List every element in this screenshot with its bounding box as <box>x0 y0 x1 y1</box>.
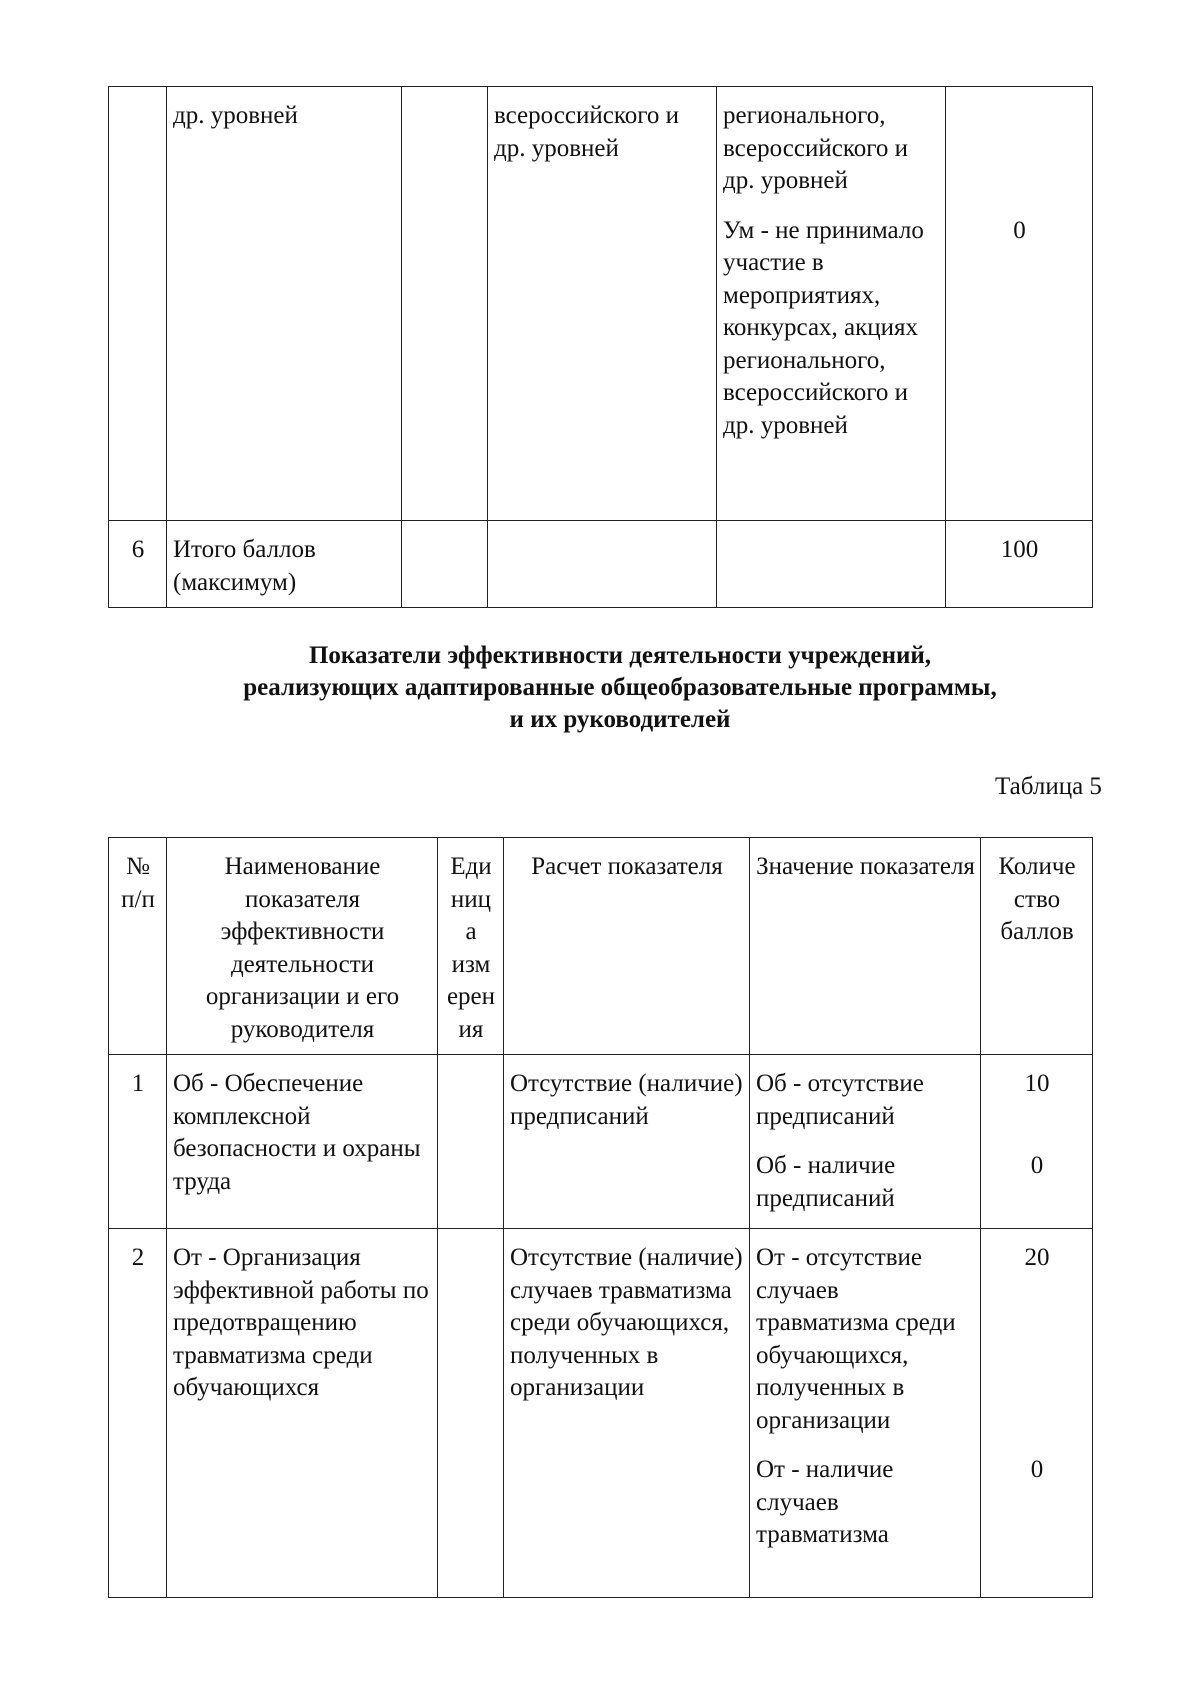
table-row <box>109 1229 1093 1598</box>
score-value: 0 <box>1030 1152 1044 1179</box>
title-line: и их руководителей <box>509 706 731 733</box>
score-value <box>952 100 1087 198</box>
section-title <box>0 640 1200 736</box>
score-value: 100 <box>1000 536 1039 563</box>
table-row <box>109 521 1093 608</box>
table-row <box>109 1055 1093 1229</box>
value-text <box>717 521 945 540</box>
value-text: регионального, всероссийского и др. уровней <box>723 102 908 194</box>
table-header-row <box>109 838 1093 1055</box>
row-number: 2 <box>131 1244 145 1271</box>
title-line: Показатели эффективности деятельности учреждений, <box>308 642 932 669</box>
value-text: Ум - не принимало участие в мероприятиях, конкурсах, акциях регионального, всероссийского и др. уровней <box>723 216 924 439</box>
calculation-text <box>488 521 716 540</box>
header-calculation: Расчет показателя <box>531 853 723 880</box>
unit-cell <box>402 521 487 540</box>
indicator-name: От - Организация эффективной работы по предотвращению травматизма среди обучающихся <box>173 1244 429 1401</box>
top-table <box>108 86 1093 608</box>
row-number <box>109 87 166 106</box>
table-caption: Таблица 5 <box>995 773 1102 800</box>
score-value: 20 <box>1024 1244 1050 1271</box>
indicator-name: др. уровней <box>173 102 298 129</box>
score-value: 10 <box>1024 1070 1050 1097</box>
row-number: 1 <box>131 1070 145 1097</box>
calculation-text: Отсутствие (наличие) предписаний <box>510 1070 743 1130</box>
calculation-text: Отсутствие (наличие) случаев травматизма среди обучающихся, полученных в организации <box>510 1244 743 1401</box>
score-value: 0 <box>1030 1456 1044 1483</box>
row-number: 6 <box>131 536 145 563</box>
unit-cell <box>438 1229 503 1248</box>
header-unit: Еди ниц а изм ерен ия <box>446 853 496 1043</box>
calculation-text: всероссийского и др. уровней <box>494 102 679 162</box>
indicators-table <box>108 837 1093 1598</box>
header-number: № п/п <box>121 853 155 913</box>
header-score: Количе ство баллов <box>998 853 1076 945</box>
unit-cell <box>402 87 487 106</box>
indicator-name: Итого баллов (максимум) <box>173 536 316 596</box>
table-row <box>109 87 1093 521</box>
title-line: реализующих адаптированные общеобразовательные программы, <box>243 674 997 701</box>
indicator-name: Об - Обеспечение комплексной безопасности и охраны труда <box>173 1070 421 1195</box>
score-value: 0 <box>1013 216 1026 244</box>
value-text: От - наличие случаев травматизма <box>756 1456 894 1548</box>
value-text: От - отсутствие случаев травматизма среди обучающихся, полученных в организации <box>756 1244 956 1434</box>
value-text: Об - наличие предписаний <box>756 1152 896 1212</box>
value-text: Об - отсутствие предписаний <box>756 1070 924 1130</box>
header-indicator-name: Наименование показателя эффективности деятельности организации и его руководителя <box>205 853 400 1043</box>
header-value: Значение показателя <box>756 853 975 880</box>
unit-cell <box>438 1055 503 1074</box>
